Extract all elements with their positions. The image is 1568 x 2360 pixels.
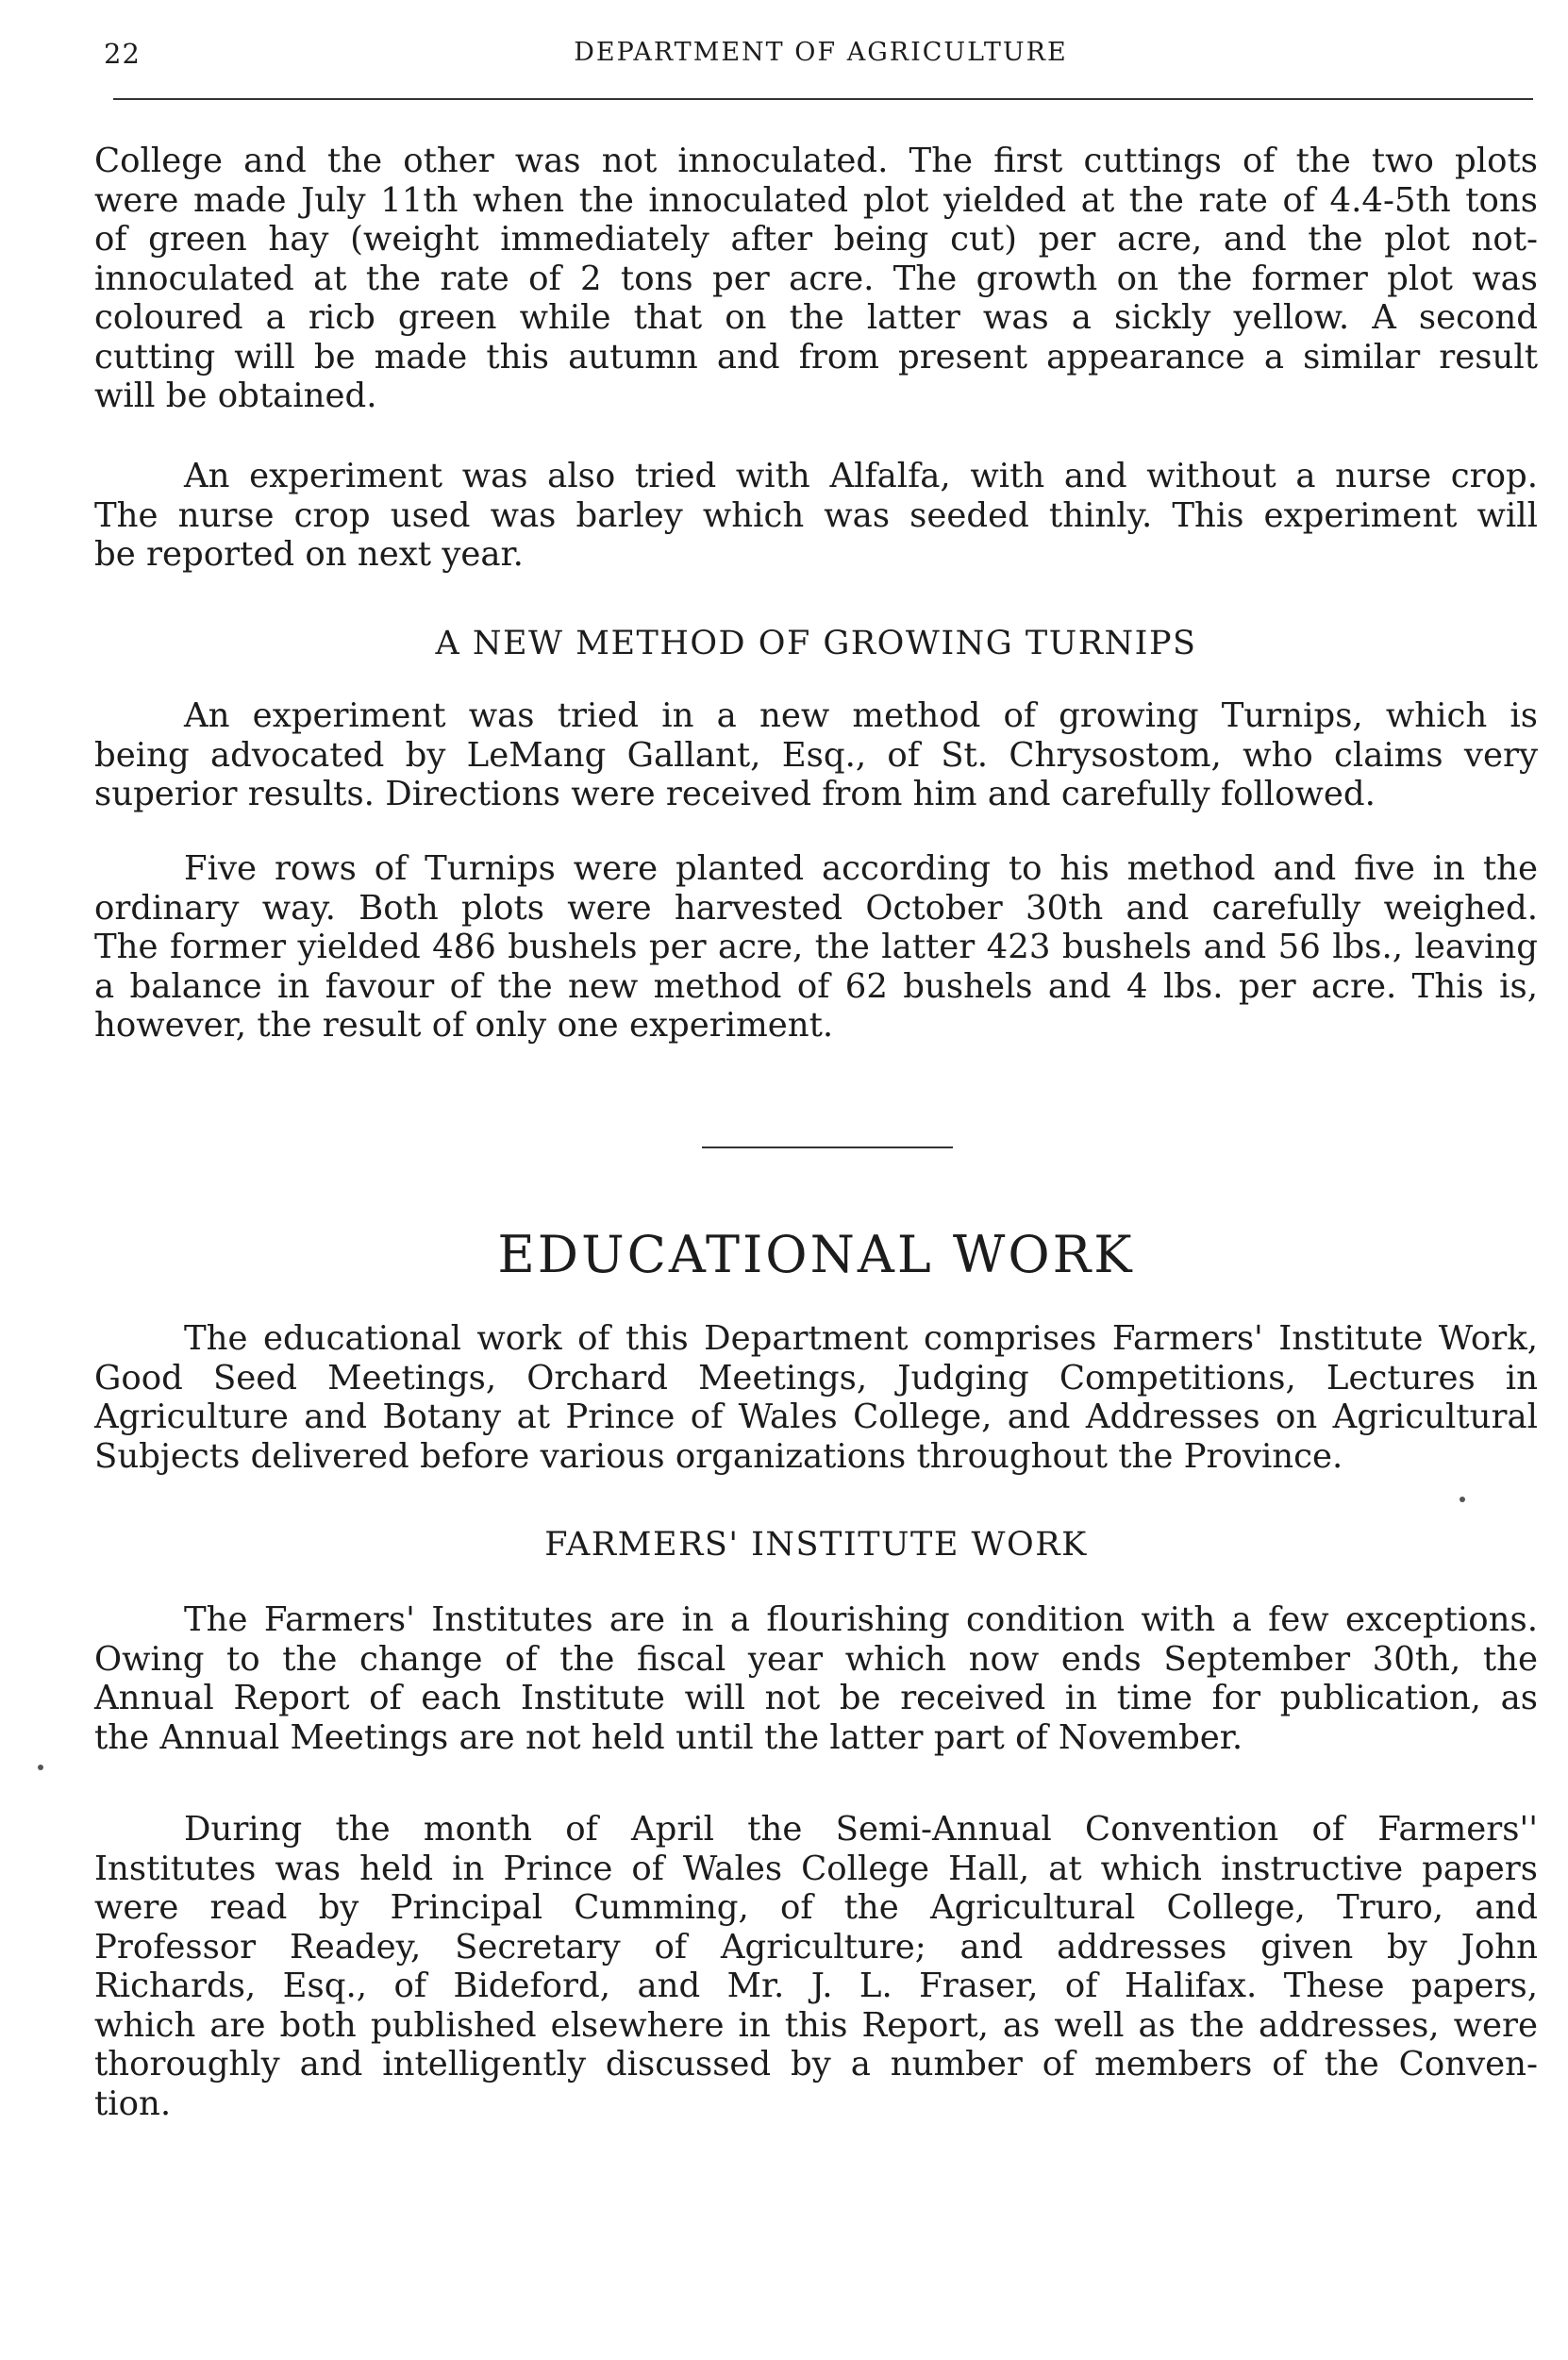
text-line: tion. (94, 2084, 172, 2123)
paragraph-convention (94, 1810, 1538, 2123)
paragraph-innoculation (94, 142, 1538, 416)
paragraph-alfalfa (94, 457, 1538, 575)
text-line: The educational work of this Department comprises Farmers' Institute Work, (184, 1319, 1538, 1358)
running-title: DEPARTMENT OF AGRICULTURE (574, 38, 1068, 67)
text-line: The nurse crop used was barley which was seeded thinly. This experiment will (94, 495, 1538, 535)
text-line: Annual Report of each Institute will not be received in time for publication, as (94, 1679, 1538, 1717)
text-line: College and the other was not innoculated. The first cuttings of the two plots (94, 142, 1538, 180)
text-line: which are both published elsewhere in this Report, as well as the addresses, were (94, 2005, 1538, 2045)
text-line: of green hay (weight immediately after being cut) per acre, and the plot not- (94, 220, 1538, 259)
section-divider (702, 1147, 953, 1148)
text-line: An experiment was also tried with Alfalfa, with and without a nurse crop. (184, 457, 1538, 495)
paragraph-turnip-experiment (94, 696, 1538, 814)
text-line: thoroughly and intelligently discussed by a number of members of the Conven- (94, 2045, 1538, 2084)
text-line: coloured a ricb green while that on the latter was a sickly yellow. A second (94, 298, 1538, 337)
running-header (104, 38, 1538, 79)
paragraph-institutes-condition (94, 1600, 1538, 1757)
text-line: The Farmers' Institutes are in a flourishing condition with a few exceptions. (184, 1600, 1538, 1639)
text-line: a balance in favour of the new method of 62 bushels and 4 lbs. per acre. This is, (94, 966, 1538, 1006)
text-line: Five rows of Turnips were planted according to his method and five in the (184, 849, 1538, 888)
text-line: will be obtained. (94, 377, 377, 415)
text-line: An experiment was tried in a new method of growing Turnips, which is (184, 696, 1538, 735)
text-line: superior results. Directions were received from him and carefully followed. (94, 775, 1376, 813)
paragraph-turnip-results (94, 849, 1538, 1046)
ink-speck (38, 1765, 43, 1770)
text-line: Owing to the change of the fiscal year which now ends September 30th, the (94, 1639, 1538, 1679)
text-line: cutting will be made this autumn and from present appearance a similar result (94, 337, 1538, 377)
text-line: being advocated by LeMang Gallant, Esq., of St. Chrysostom, who claims very (94, 735, 1538, 775)
text-line: The former yielded 486 bushels per acre, the latter 423 bushels and 56 lbs., leaving (94, 928, 1538, 966)
heading-turnips: A NEW METHOD OF GROWING TURNIPS (435, 625, 1197, 662)
ink-speck (1460, 1497, 1465, 1502)
text-line: During the month of April the Semi-Annual Convention of Farmers'' (184, 1810, 1538, 1849)
text-line: Good Seed Meetings, Orchard Meetings, Judging Competitions, Lectures in (94, 1358, 1538, 1398)
heading-educational-work: EDUCATIONAL WORK (497, 1225, 1135, 1284)
text-line: Professor Readey, Secretary of Agriculture; and addresses given by John (94, 1927, 1538, 1967)
text-line: ordinary way. Both plots were harvested October 30th and carefully weighed. (94, 888, 1538, 928)
text-line: Richards, Esq., of Bideford, and Mr. J. L. Fraser, of Halifax. These papers, (94, 1967, 1538, 2005)
text-line: Agriculture and Botany at Prince of Wales College, and Addresses on Agricultural (94, 1398, 1538, 1436)
text-line: the Annual Meetings are not held until the latter part of November. (94, 1717, 1243, 1757)
text-line: were read by Principal Cumming, of the Agricultural College, Truro, and (94, 1888, 1538, 1927)
paragraph-educational-work (94, 1319, 1538, 1476)
page-number: 22 (104, 38, 141, 70)
text-line: innoculated at the rate of 2 tons per acre. The growth on the former plot was (94, 259, 1538, 298)
header-rule (113, 98, 1533, 100)
text-line: Institutes was held in Prince of Wales College Hall, at which instructive papers (94, 1849, 1538, 1888)
text-line: be reported on next year. (94, 535, 524, 574)
text-line: however, the result of only one experiment. (94, 1006, 834, 1045)
text-line: Subjects delivered before various organizations throughout the Province. (94, 1436, 1343, 1476)
heading-farmers-institute: FARMERS' INSTITUTE WORK (544, 1526, 1088, 1564)
text-line: were made July 11th when the innoculated plot yielded at the rate of 4.4-5th tons (94, 180, 1538, 220)
